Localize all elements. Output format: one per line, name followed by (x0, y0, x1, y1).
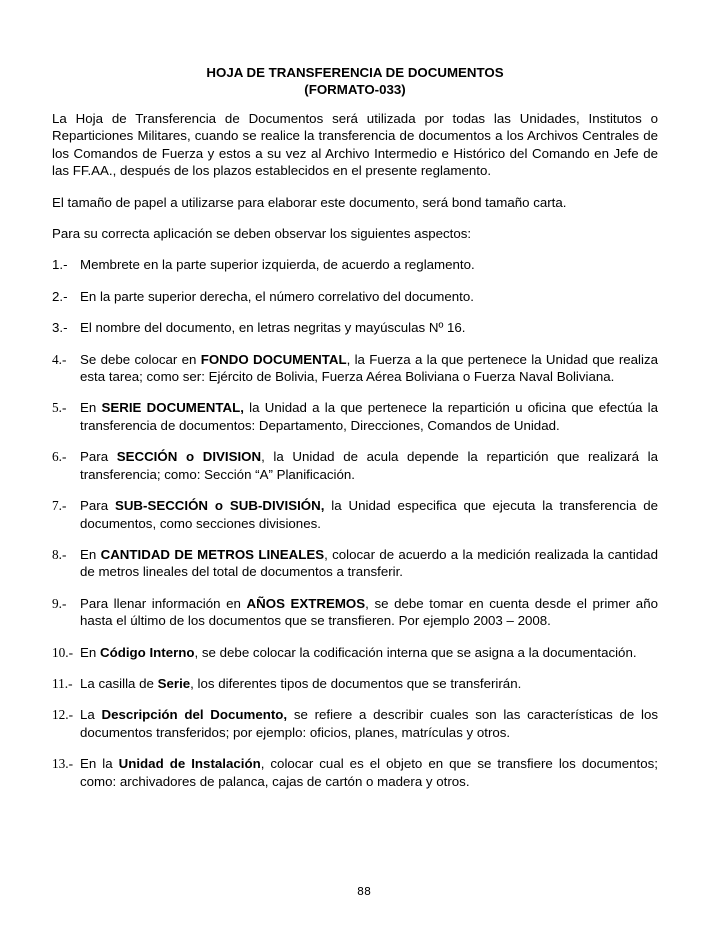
item-text-pre: En (80, 546, 101, 562)
item-text-bold: SERIE DOCUMENTAL, (101, 400, 244, 416)
intro-paragraph: La Hoja de Transferencia de Documentos será utilizada por todas las Unidades, Institutos o Reparticiones Militares, cuando se realice la transferencia de documentos a los Archivos Centrales de los Comandos de Fuerza y estos a su vez al Archivo Intermedio e Histórico del Comando en Jefe de las FF.AA., después de los plazos establecidos en el presente reglamento. (52, 111, 658, 179)
item-text-pre: En la parte superior derecha, el número correlativo del documento. (80, 288, 474, 304)
item-number: 13.- (52, 756, 74, 772)
list-item (52, 319, 658, 336)
item-text-pre: En la (80, 756, 119, 772)
page-number: 88 (357, 885, 371, 898)
list-item (52, 595, 658, 630)
item-number: 6.- (52, 449, 67, 465)
item-text-post: , se debe tomar en cuenta desde el primer año hasta el último de los documentos que se transfieren. Por ejemplo 2003 – 2008. (80, 595, 658, 629)
list-item (52, 351, 658, 386)
item-text-post: , colocar de acuerdo a la medición realizada la cantidad de metros lineales del total de documentos a transferir. (80, 546, 658, 580)
item-text (80, 644, 658, 661)
list-item (52, 546, 658, 581)
item-text-post: , los diferentes tipos de documentos que se transferirán. (190, 675, 522, 691)
item-text (80, 319, 658, 336)
item-number: 5.- (52, 400, 67, 416)
item-text-post: , colocar cual es el objeto en que se transfiere los documentos; como: archivadores de palanca, cajas de cartón o madera y otros. (80, 756, 658, 789)
item-text-bold: AÑOS EXTREMOS (246, 595, 366, 611)
item-number: 2.- (52, 288, 68, 304)
item-text-pre: Se debe colocar en (80, 351, 201, 367)
list-item (52, 675, 658, 692)
item-number: 12.- (52, 707, 74, 723)
item-text-post: , la Fuerza a la que pertenece la Unidad que realiza esta tarea; como ser: Ejército de Bolivia, Fuerza Aérea Boliviana o Fuerza Naval Boliviana. (80, 351, 658, 385)
title-line-1: HOJA DE TRANSFERENCIA DE DOCUMENTOS (206, 65, 504, 80)
document-page (52, 64, 658, 790)
list-item (52, 497, 658, 532)
item-text (80, 595, 658, 630)
item-text-post: se refiere a describir cuales son las características de los documentos transferidos; por ejemplo: oficios, planes, matrículas y otros. (80, 707, 658, 740)
item-text (80, 546, 658, 581)
item-text-pre: En (80, 400, 102, 416)
item-text-bold: SUB-SECCIÓN o SUB-DIVISIÓN, (114, 498, 325, 514)
item-text-pre: En (80, 644, 100, 660)
item-text-pre: Para (80, 449, 117, 465)
list-item (52, 399, 658, 434)
item-text (80, 399, 658, 434)
item-text-pre: Para llenar información en (80, 595, 247, 611)
item-text (80, 497, 658, 532)
item-text-post: la Unidad a la que pertenece la repartición u oficina que efectúa la transferencia de documentos: Departamento, Direcciones, Comandos de Unidad. (80, 400, 659, 433)
list-item (52, 706, 658, 741)
item-text (80, 256, 658, 273)
aspects-list (52, 256, 658, 790)
item-number: 10.- (52, 644, 74, 660)
item-number: 1.- (52, 257, 68, 273)
item-text-bold: SECCIÓN o DIVISION (116, 449, 262, 465)
item-text (80, 448, 658, 483)
item-text-bold: Código Interno (99, 644, 195, 660)
item-number: 9.- (52, 595, 67, 611)
list-item (52, 256, 658, 273)
item-text-pre: El nombre del documento, en letras negritas y mayúsculas Nº 16. (80, 320, 466, 336)
title-line-2: (FORMATO-033) (304, 82, 406, 97)
document-title (52, 64, 658, 98)
item-text (80, 675, 658, 692)
item-number: 7.- (52, 498, 67, 514)
item-number: 4.- (52, 351, 67, 367)
item-text (80, 755, 658, 790)
item-text-pre: La (80, 707, 102, 723)
aspects-intro: Para su correcta aplicación se deben observar los siguientes aspectos: (52, 226, 472, 242)
item-text-post: , se debe colocar la codificación interna que se asigna a la documentación. (194, 644, 637, 660)
item-number: 3.- (52, 320, 68, 336)
item-number: 11.- (52, 675, 73, 691)
item-text (80, 706, 658, 741)
item-text (80, 288, 658, 305)
item-text-bold: Unidad de Instalación (118, 756, 261, 772)
list-item (52, 644, 658, 661)
item-number: 8.- (52, 546, 67, 562)
item-text-bold: FONDO DOCUMENTAL (200, 351, 347, 367)
item-text-bold: CANTIDAD DE METROS LINEALES (100, 546, 325, 562)
item-text (80, 351, 658, 386)
list-item (52, 755, 658, 790)
paper-size-paragraph: El tamaño de papel a utilizarse para elaborar este documento, será bond tamaño carta. (52, 194, 567, 210)
item-text-pre: Para (80, 498, 115, 514)
item-text-pre: La casilla de (80, 675, 158, 691)
item-text-bold: Serie (157, 675, 191, 691)
list-item (52, 288, 658, 305)
item-text-bold: Descripción del Documento, (101, 707, 288, 723)
item-text-post: , la Unidad de acula depende la repartición que realizará la transferencia; como: Sección “A” Planificación. (80, 449, 658, 482)
list-item (52, 448, 658, 483)
item-text-post: la Unidad especifica que ejecuta la transferencia de documentos, como secciones divisiones. (80, 498, 658, 531)
item-text-pre: Membrete en la parte superior izquierda, de acuerdo a reglamento. (80, 257, 475, 273)
